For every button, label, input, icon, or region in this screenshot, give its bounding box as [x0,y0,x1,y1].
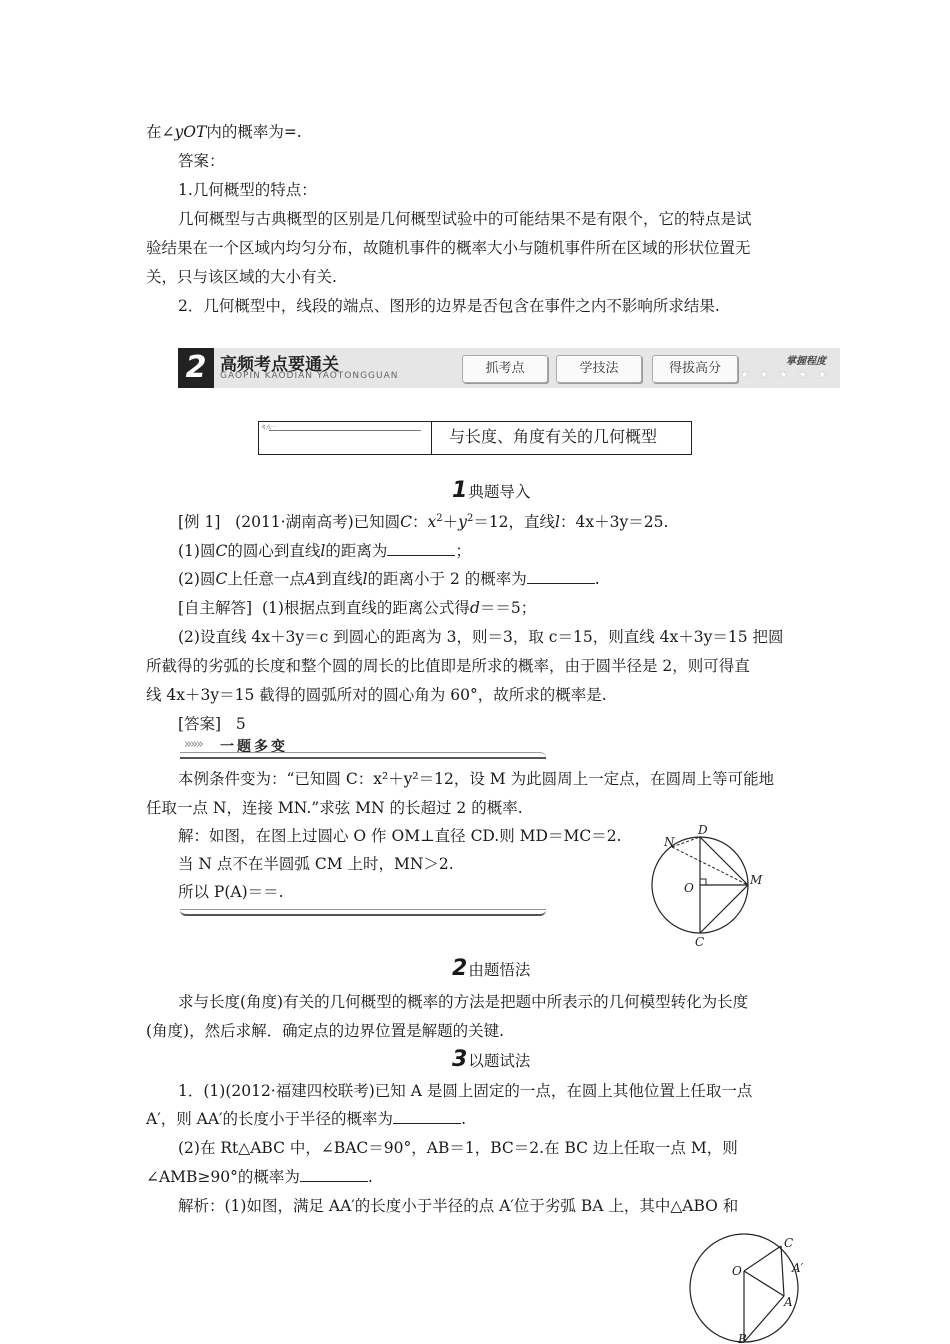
colon: ： [412,513,428,531]
q1-pre: (1)圆 [178,542,216,560]
solution-tag: [自主解答] [178,599,253,617]
method-line-1: 求与长度(角度)有关的几何概型的概率的方法是把题中所表示的几何模型转化为长度 [178,993,749,1011]
q2-c: 的距离小于 2 的概率为 [367,570,527,588]
var-A: A [304,570,317,588]
topic-box [258,421,692,455]
label-O: O [732,1264,742,1278]
example-1-q1 [178,540,471,562]
label-A-prime: A′ [792,1261,804,1275]
answer-blank[interactable] [527,569,595,584]
item1-heading: 1.几何概型的特点： [178,181,317,199]
q2-pre: (2)圆 [178,570,216,588]
answer-label: 答案： [178,152,225,170]
topic-label-cell [259,422,432,454]
label-N: N [664,835,675,849]
line-eq: ：4x＋3y＝25. [560,513,669,531]
exercise-line-4 [146,1166,373,1188]
section-title-3: 以题试法 [468,1052,531,1070]
answer-tag: [答案] [178,715,222,733]
ex-l4-end: . [367,1168,373,1186]
section-number-3: 3 [452,1047,468,1072]
var-l: l [362,570,368,588]
answer-1 [178,713,246,735]
topic-label: 考点一 [261,425,277,431]
q2-b: 到直线 [316,570,363,588]
ex-l2-pre: A′，则 AA′的长度小于半径的概率为 [146,1110,394,1128]
exercise-line-1: 1．(1)(2012·福建四校联考)已知 A 是圆上固定的一点，在圆上其他位置上任取一点 [178,1082,753,1100]
example-1-q2 [178,568,600,590]
variant-line-5: 所以 P(A)＝＝. [178,883,284,901]
ex-l2-end: . [461,1110,466,1128]
exercise-line-3: (2)在 Rt△ABC 中，∠BAC＝90°，AB＝1，BC＝2.在 BC 边上任取一点 M，则 [178,1139,738,1157]
variant-line-2: 任取一点 N，连接 MN.”求弦 MN 的长超过 2 的概率. [146,799,523,817]
sol-pre: (1)根据点到直线的距离公式得 [261,599,470,617]
var-l: l [555,513,561,531]
var-y: y [458,513,467,531]
var-C: C [400,513,413,531]
var-C: C [215,570,228,588]
section-heading-2 [452,958,530,981]
section-title-1: 典题导入 [468,483,531,501]
banner-number: 2 [178,348,214,388]
q1-mid: 的圆心到直线 [227,542,321,560]
intro-var: yOT [174,123,207,141]
banner-button-gaofen[interactable]: 得拔高分 [652,355,738,383]
label-M: M [750,873,763,887]
label-O: O [684,881,694,895]
item1-line-3: 关，只与该区域的大小有关. [146,268,337,286]
variant-line-4: 当 N 点不在半圆弧 CM 上时，MN＞2. [178,855,454,873]
section-heading-3 [452,1049,530,1072]
figure-circle-abo [682,1222,812,1344]
q2-a: 上任意一点 [227,570,305,588]
eq-part: ＝12，直线 [473,513,556,531]
topic-title: 与长度、角度有关的几何概型 [449,427,658,446]
exercise-line-2 [146,1108,466,1130]
topic-rule [269,430,421,431]
variant-rule [180,752,546,759]
example-tag: [例 1] [178,513,221,531]
banner-subtitle: GAOPIN KAODIAN YAOTONGGUAN [220,371,399,381]
exercise-line-5: 解析：(1)如图，满足 AA′的长度小于半径的点 A′位于劣弧 BA 上，其中△ABO 和 [178,1197,739,1215]
q1-end: ； [455,542,471,560]
item1-line-2: 验结果在一个区域内均匀分布，故随机事件的概率大小与随机事件所在区域的形状位置无 [146,239,751,257]
method-line-2: (角度)，然后求解．确定点的边界位置是解题的关键. [146,1022,505,1040]
solution-1-line-4: 线 4x＋3y＝15 截得的圆弧所对的圆心角为 60°，故所求的概率是. [146,686,607,704]
ex-l4-pre: ∠AMB≥90°的概率为 [146,1168,300,1186]
q2-end: . [594,570,600,588]
intro-line [146,121,302,143]
sol-post: ＝＝5； [479,599,537,617]
label-D: D [698,823,708,837]
answer-value: 5 [235,715,246,733]
solution-1-line-1 [178,597,536,619]
solution-1-line-3: 所截得的劣弧的长度和整个圆的周长的比值即是所求的概率，由于圆半径是 2，则可得直 [146,657,750,675]
section-title-2: 由题悟法 [468,961,531,979]
section-number-1: 1 [452,478,468,503]
section-banner [178,348,840,388]
double-arrow-icon: »»» [184,737,202,752]
banner-button-jifa[interactable]: 学技法 [556,355,642,383]
banner-mastery-label: 掌握程度 [786,356,826,367]
section-heading-1 [452,480,530,503]
var-C: C [215,542,228,560]
item2: 2．几何概型中，线段的端点、图形的边界是否包含在事件之内不影响所求结果. [178,297,720,315]
label-B: B [738,1332,747,1344]
label-C: C [695,935,705,947]
intro-post: 内的概率为=. [206,123,302,141]
variant-bottom-rule [180,909,546,916]
label-A: A [784,1295,793,1309]
answer-blank[interactable] [300,1167,368,1182]
exp: 2 [436,512,443,524]
label-C: C [784,1236,794,1250]
banner-title: 高频考点要通关 [220,355,339,375]
exp: 2 [466,512,474,524]
item1-line-1: 几何概型与古典概型的区别是几何概型试验中的可能结果不是有限个，它的特点是试 [178,210,752,228]
var-x: x [427,513,437,531]
solution-1-line-2: (2)设直线 4x＋3y＝c 到圆心的距离为 3，则＝3，取 c＝15，则直线 4x＋3y＝15 把圆 [178,628,784,646]
banner-stars-icon: ★ ★ ★ ★ ★ [739,368,830,381]
example-source: (2011·湖南高考)已知圆 [235,513,401,531]
var-d: d [469,599,480,617]
variant-line-1: 本例条件变为：“已知圆 C：x²＋y²＝12，设 M 为此圆周上一定点，在圆周上等可能地 [178,770,775,788]
variant-header [180,736,546,758]
variant-title: 一题多变 [220,739,288,755]
figure-circle-nmdc [640,822,770,947]
q1-post: 的距离为 [325,542,388,560]
variant-line-3: 解：如图，在图上过圆心 O 作 OM⊥直径 CD.则 MD＝MC＝2. [178,827,622,845]
example-1-statement: [例 1] (2011·湖南高考)已知圆C：$x^2+y^2=12$，直线l：4x＋3y＝25. [178,512,669,531]
banner-button-kaodian[interactable]: 抓考点 [462,355,548,383]
answer-blank[interactable] [393,1109,461,1124]
intro-pre: 在∠ [146,123,175,141]
section-number-2: 2 [452,956,468,981]
var-l: l [320,542,326,560]
answer-blank[interactable] [387,541,455,556]
